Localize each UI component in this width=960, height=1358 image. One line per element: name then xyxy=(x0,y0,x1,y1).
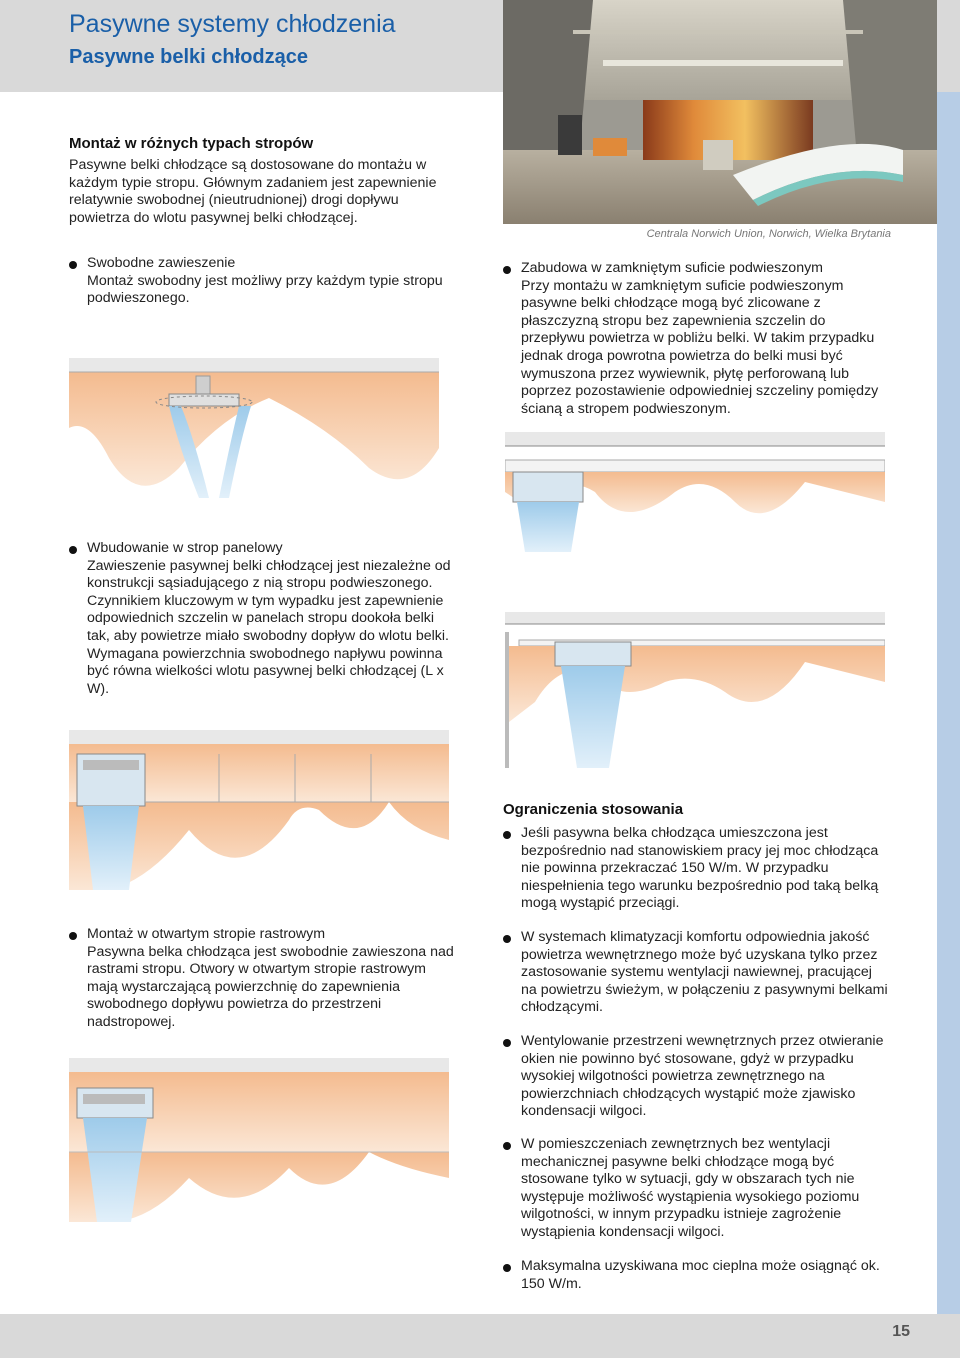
page-title: Pasywne systemy chłodzenia xyxy=(69,10,396,38)
diagram-open-grid-ceiling xyxy=(69,1058,449,1222)
bullet-title: Swobodne zawieszenie xyxy=(87,255,236,271)
intro-paragraph: Pasywne belki chłodzące są dostosowane do montażu w każdym typie stropu. Głównym zadaniem jest zapewnienie relatywnie swobodnej (nieutrudnionej) drogi dopływu powietrza do wlotu pasywnej belki chłodzącej. xyxy=(69,157,437,226)
limit-text: Maksymalna uzyskiwana moc cieplna może osiągnąć ok. 150 W/m. xyxy=(521,1258,880,1292)
bullet-open-grid-ceiling xyxy=(87,926,457,1032)
bullet-title: Wbudowanie w strop panelowy xyxy=(87,540,283,556)
limit-item xyxy=(521,1136,891,1242)
bullet-text: Zawieszenie pasywnej belki chłodzącej jest niezależne od konstrukcji sąsiadującego z nią stropu podwieszonego. Czynnikiem kluczowym w tym wypadku jest zapewnienie odpowiednich szczelin w panelach stropu dookoła belki tak, aby powietrze miało swobodny dopływ do wlotu belki. Wymagana powierzchnia swobodnego napływu powinna być równa wielkości wlotu pasywnej belki chłodzącej (L x W). xyxy=(87,557,451,697)
bullet-free-suspension xyxy=(87,255,457,308)
limit-text: Wentylowanie przestrzeni wewnętrznych przez otwieranie okien nie powinno być stosowane, gdyż w przypadku wysokiej wilgotności powietrza zewnętrznego na powierzchniach chłodzących wystąpić może zjawisko kondensacji wilgoci. xyxy=(521,1033,884,1120)
diagram-free-suspension xyxy=(69,358,439,510)
limit-text: Jeśli pasywna belka chłodząca umieszczona jest bezpośrednio nad stanowiskiem pracy jej moc chłodząca nie powinna przekraczać 150 W/m. W przypadku niespełnienia tego warunku bezpośrednio pod taką belką mogą wystąpić przeciągi. xyxy=(521,825,879,912)
photo-caption: Centrala Norwich Union, Norwich, Wielka Brytania xyxy=(646,228,891,240)
limit-item xyxy=(521,929,891,1017)
bullet-text: Przy montażu w zamkniętym suficie podwieszonym pasywne belki chłodzące mogą być zlicowane z płaszczyzną stropu bez zapewnienia szczelin do przepływu powietrza w pobliżu belki. W takim przypadku jednak droga powrotna powietrza do belki musi być wymuszona przez wywiewnik, płytę perforowaną lub poprzez pozostawienie odpowiedniej szczeliny pomiędzy ścianą a stropem podwieszonym. xyxy=(521,277,879,417)
bullet-dot xyxy=(503,1264,511,1272)
section-heading: Montaż w różnych typach stropów xyxy=(69,135,314,152)
bullet-dot xyxy=(503,1142,511,1150)
right-sidebar-band xyxy=(937,92,960,1314)
bullet-dot xyxy=(69,261,77,269)
bullet-text: Pasywna belka chłodząca jest swobodnie zawieszona nad rastrami stropu. Otwory w otwartym stropie rastrowym mają wystarczającą powierzchnię do zapewnienia swobodnego dopływu powietrza do przestrzeni nadstropowej. xyxy=(87,943,454,1030)
bullet-title: Montaż w otwartym stropie rastrowym xyxy=(87,926,326,942)
limit-text: W pomieszczeniach zewnętrznych bez wentylacji mechanicznej pasywne belki chłodzące mogą być stosowane tylko w sytuacji, gdy w obszarach tych nie występuje możliwość wystąpienia wysokiego poziomu wilgotności, w innym przypadku istnieje zagrożenie wystąpienia kondensacji wilgoci. xyxy=(521,1136,860,1240)
page-number: 15 xyxy=(892,1323,910,1340)
diagram-closed-ceiling xyxy=(505,432,885,552)
bullet-text: Montaż swobodny jest możliwy przy każdym typie stropu podwieszonego. xyxy=(87,272,443,307)
bullet-dot xyxy=(69,932,77,940)
bullet-dot xyxy=(69,546,77,554)
limits-heading: Ograniczenia stosowania xyxy=(503,801,684,818)
bullet-dot xyxy=(503,266,511,274)
bullet-panel-ceiling xyxy=(87,540,457,698)
limit-item xyxy=(521,825,891,913)
lobby-photo xyxy=(503,0,937,224)
limit-item xyxy=(521,1033,891,1121)
limit-text: W systemach klimatyzacji komfortu odpowiednia jakość powietrza wewnętrznego może być uzyskana tylko przez zastosowanie systemu wentylacji nawiewnej, pracującej na powietrzu świeżym, w połączeniu z pasywnymi belkami chłodzącymi. xyxy=(521,929,888,1016)
diagram-closed-ceiling-wall-gap xyxy=(505,612,885,768)
footer-band xyxy=(0,1314,960,1358)
limit-item xyxy=(521,1258,891,1293)
bullet-closed-ceiling xyxy=(521,260,891,418)
bullet-dot xyxy=(503,831,511,839)
page-subtitle: Pasywne belki chłodzące xyxy=(69,46,308,68)
diagram-panel-ceiling xyxy=(69,730,449,890)
bullet-dot xyxy=(503,1039,511,1047)
bullet-title: Zabudowa w zamkniętym suficie podwieszonym xyxy=(521,260,824,276)
bullet-dot xyxy=(503,935,511,943)
